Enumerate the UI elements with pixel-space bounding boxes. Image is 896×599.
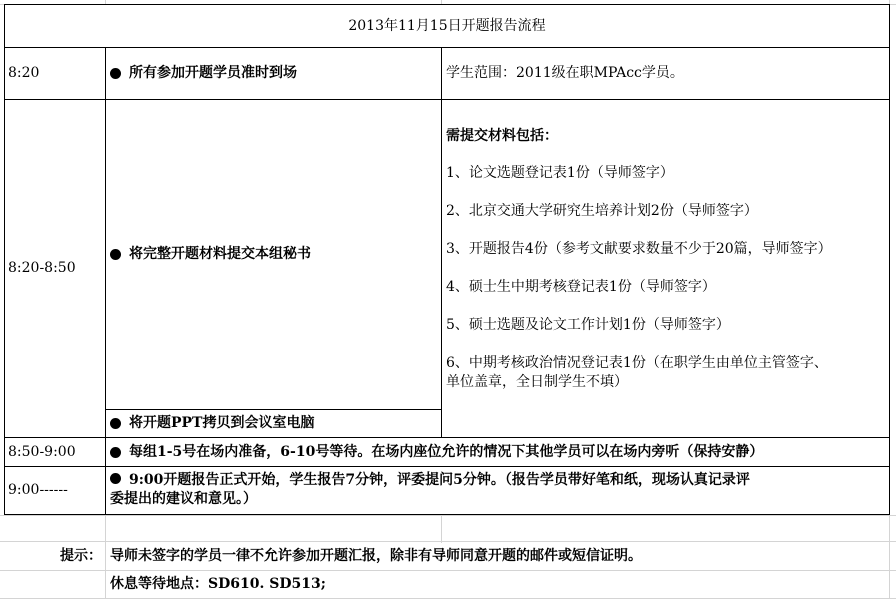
time-cell: 8:50-9:00	[8, 443, 76, 460]
material-item: 4、硕士生中期考核登记表1份（导师签字）	[446, 279, 716, 295]
material-item: 单位盖章，全日制学生不填）	[446, 374, 628, 390]
task-text: 每组1-5号在场内准备，6-10号等待。在场内座位允许的情况下其他学员可以在场内旁听（保持安静）	[129, 443, 764, 460]
task-text: 所有参加开题学员准时到场	[129, 65, 297, 81]
time-cell: 8:20-8:50	[8, 260, 76, 276]
note-cell: 学生范围：2011级在职MPAcc学员。	[446, 65, 684, 81]
rest-location: 休息等待地点：SD610. SD513;	[110, 576, 326, 592]
gridline	[0, 515, 896, 516]
material-item: 3、开题报告4份（参考文献要求数量不少于20篇，导师签字）	[446, 241, 832, 257]
gridline	[441, 515, 442, 543]
page-title: 2013年11月15日开题报告流程	[348, 17, 546, 34]
material-item: 1、论文选题登记表1份（导师签字）	[446, 165, 674, 181]
task-text: 将完整开题材料提交本组秘书	[129, 246, 311, 262]
task-cell	[110, 100, 440, 409]
table-border	[4, 466, 890, 467]
gridline	[105, 515, 106, 599]
materials-header: 需提交材料包括：	[446, 128, 558, 144]
bullet-icon	[110, 447, 121, 458]
material-item: 6、中期考核政治情况登记表1份（在职学生由单位主管签字、	[446, 355, 828, 371]
tip-text: 导师未签字的学员一律不允许参加开题汇报，除非有导师同意开题的邮件或短信证明。	[110, 547, 642, 564]
table-border	[4, 514, 890, 515]
table-border	[441, 47, 442, 438]
table-border	[105, 47, 106, 515]
task-text: 将开题PPT拷贝到会议室电脑	[129, 415, 315, 431]
bullet-icon	[110, 418, 121, 429]
task-cell	[110, 410, 440, 437]
bullet-icon	[110, 473, 121, 484]
table-border	[4, 4, 5, 515]
material-item: 2、北京交通大学研究生培养计划2份（导师签字）	[446, 203, 758, 219]
task-text: 委提出的建议和意见。）	[110, 491, 257, 507]
time-cell: 9:00------	[8, 482, 68, 498]
task-cell	[110, 48, 440, 99]
material-item: 5、硕士选题及论文工作计划1份（导师签字）	[446, 317, 730, 333]
time-cell: 8:20	[8, 65, 40, 81]
bullet-icon	[110, 249, 121, 260]
bullet-icon	[110, 68, 121, 79]
task-cell	[110, 438, 890, 466]
tip-label: 提示：	[60, 547, 102, 564]
task-text: 9:00开题报告正式开始，学生报告7分钟，评委提问5分钟。（报告学员带好笔和纸，现场认真记录评	[110, 471, 750, 490]
